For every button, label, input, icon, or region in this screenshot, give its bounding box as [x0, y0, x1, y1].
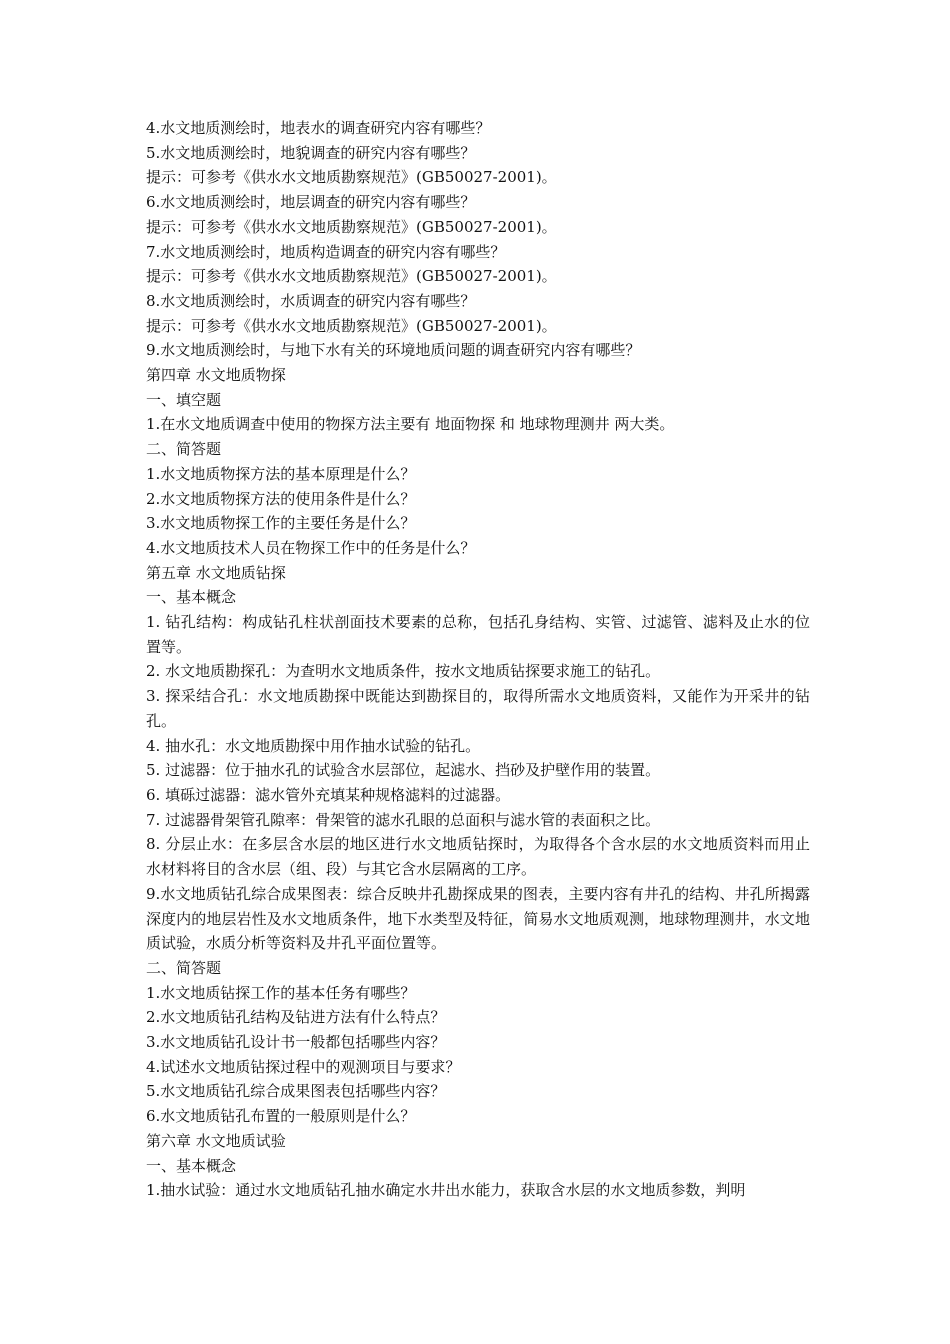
definition-item: 8. 分层止水：在多层含水层的地区进行水文地质钻探时，为取得各个含水层的水文地质资料而用止水材料将目的含水层（组、段）与其它含水层隔离的工序。 — [146, 835, 810, 879]
question-line: 4.水文地质技术人员在物探工作中的任务是什么？ — [146, 538, 476, 557]
definition-item: 6. 填砾过滤器：滤水管外充填某种规格滤料的过滤器。 — [146, 785, 511, 804]
question-line: 4.水文地质测绘时，地表水的调查研究内容有哪些？ — [146, 119, 491, 137]
definition-item: 4. 抽水孔：水文地质勘探中用作抽水试验的钻孔。 — [146, 736, 481, 755]
question-line: 4.试述水文地质钻探过程中的观测项目与要求？ — [146, 1057, 461, 1076]
definition-item: 9.水文地质钻孔综合成果图表：综合反映井孔勘探成果的图表，主要内容有井孔的结构、井孔所揭露深度内的地层岩性及水文地质条件，地下水类型及特征，简易水文地质观测，地球物理测井，水文地质试验，水质分析等资料及井孔平面位置等。 — [146, 884, 810, 953]
hint-line: 提示：可参考《供水水文地质勘察规范》(GB50027-2001)。 — [146, 316, 557, 335]
definition-item: 2. 水文地质勘探孔：为查明水文地质条件，按水文地质钻探要求施工的钻孔。 — [146, 662, 661, 681]
question-line: 9.水文地质测绘时，与地下水有关的环境地质问题的调查研究内容有哪些？ — [146, 341, 641, 360]
definition-item: 1.抽水试验：通过水文地质钻孔抽水确定水井出水能力，获取含水层的水文地质参数，判明 — [146, 1181, 746, 1200]
question-line: 8.水文地质测绘时，水质调查的研究内容有哪些？ — [146, 291, 476, 310]
hint-line: 提示：可参考《供水水文地质勘察规范》(GB50027-2001)。 — [146, 168, 557, 187]
chapter-heading: 第四章 水文地质物探 — [146, 366, 286, 385]
question-line: 1.水文地质钻探工作的基本任务有哪些？ — [146, 983, 416, 1002]
section-heading: 一、基本概念 — [146, 588, 237, 607]
question-line: 6.水文地质钻孔布置的一般原则是什么？ — [146, 1107, 416, 1126]
question-line: 2.水文地质物探方法的使用条件是什么？ — [146, 489, 416, 508]
section-heading: 一、填空题 — [146, 390, 222, 409]
definition-item: 5. 过滤器：位于抽水孔的试验含水层部位，起滤水、挡砂及护壁作用的装置。 — [146, 761, 661, 780]
hint-line: 提示：可参考《供水水文地质勘察规范》(GB50027-2001)。 — [146, 267, 557, 286]
question-line: 6.水文地质测绘时，地层调查的研究内容有哪些？ — [146, 193, 476, 212]
section-heading: 一、基本概念 — [146, 1156, 237, 1175]
question-line: 1.水文地质物探方法的基本原理是什么？ — [146, 464, 416, 483]
definition-item: 3. 探采结合孔：水文地质勘探中既能达到勘探目的，取得所需水文地质资料，又能作为开采井的钻孔。 — [146, 687, 810, 730]
question-line: 5.水文地质测绘时，地貌调查的研究内容有哪些？ — [146, 143, 476, 162]
question-line: 2.水文地质钻孔结构及钻进方法有什么特点？ — [146, 1008, 446, 1027]
question-line: 3.水文地质物探工作的主要任务是什么？ — [146, 514, 416, 533]
section-heading: 二、简答题 — [146, 958, 222, 977]
section-heading: 二、简答题 — [146, 440, 222, 459]
question-line: 7.水文地质测绘时，地质构造调查的研究内容有哪些？ — [146, 242, 506, 261]
chapter-heading: 第六章 水文地质试验 — [146, 1131, 286, 1150]
document-body — [146, 116, 810, 1203]
definition-item: 1. 钻孔结构：构成钻孔柱状剖面技术要素的总称，包括孔身结构、实管、过滤管、滤料及止水的位置等。 — [146, 613, 810, 656]
question-line: 3.水文地质钻孔设计书一般都包括哪些内容？ — [146, 1033, 446, 1052]
hint-line: 提示：可参考《供水水文地质勘察规范》(GB50027-2001)。 — [146, 217, 557, 236]
question-line: 5.水文地质钻孔综合成果图表包括哪些内容？ — [146, 1082, 446, 1101]
fill-blank-line: 1.在水文地质调查中使用的物探方法主要有 地面物探 和 地球物理测井 两大类。 — [146, 415, 675, 434]
definition-item: 7. 过滤器骨架管孔隙率：骨架管的滤水孔眼的总面积与滤水管的表面积之比。 — [146, 810, 661, 829]
chapter-heading: 第五章 水文地质钻探 — [146, 563, 286, 582]
